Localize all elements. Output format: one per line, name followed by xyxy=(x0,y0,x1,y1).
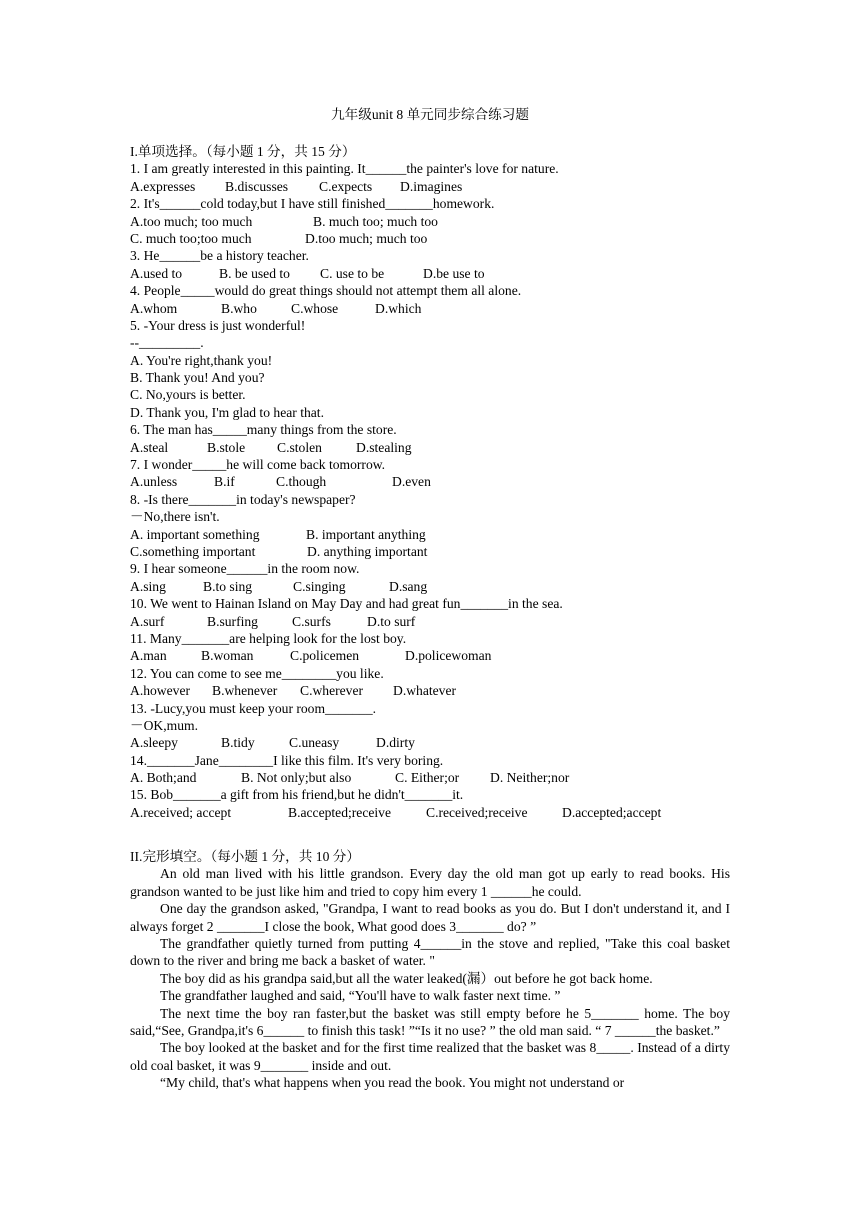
option-row xyxy=(130,386,730,403)
answer-option: B.woman xyxy=(201,648,254,664)
answer-option: D.dirty xyxy=(376,735,415,751)
answer-option: D.even xyxy=(392,474,431,490)
option-row xyxy=(130,734,730,751)
answer-option: B. important anything xyxy=(306,526,426,542)
question-dialogue-line: －OK,mum. xyxy=(130,717,198,733)
option-row xyxy=(130,543,730,560)
passage-paragraph: The grandfather quietly turned from putting 4______in the stove and replied, "Take this coal basket down to the river and bring me back a basket of water. " xyxy=(130,936,730,969)
answer-option: D.sang xyxy=(389,578,428,594)
answer-option: C. use to be xyxy=(320,265,385,281)
answer-option: B. be used to xyxy=(219,265,290,281)
answer-option: B. Thank you! And you? xyxy=(130,370,265,386)
answer-option: A. important something xyxy=(130,526,260,542)
answer-option: A.however xyxy=(130,683,191,699)
answer-option: A.surf xyxy=(130,613,165,629)
question-stem: 9. I hear someone______in the room now. xyxy=(130,561,360,577)
option-row xyxy=(130,352,730,369)
option-row xyxy=(130,473,730,490)
answer-option: A.received; accept xyxy=(130,804,232,820)
answer-option: C.policemen xyxy=(290,648,360,664)
answer-option: A. Both;and xyxy=(130,770,197,786)
option-row xyxy=(130,526,730,543)
option-row xyxy=(130,769,730,786)
option-row xyxy=(130,369,730,386)
answer-option: C.surfs xyxy=(292,613,331,629)
answer-option: C. No,yours is better. xyxy=(130,387,246,403)
passage-paragraph: The next time the boy ran faster,but the basket was still empty before he 5_______ home. The boy said,“See, Grandpa,it's 6______ to finish this task! ”“Is it no use? ” the old man said. “ 7 ______the basket.” xyxy=(130,1005,730,1039)
question-stem: 14._______Jane________I like this film. It's very boring. xyxy=(130,752,444,768)
question-stem: 13. -Lucy,you must keep your room_______. xyxy=(130,700,377,716)
answer-option: B.who xyxy=(221,300,257,316)
passage-paragraph: The boy looked at the basket and for the first time realized that the basket was 8_____. Instead of a dirty old coal basket, it was 9_______ inside and out. xyxy=(130,1040,730,1073)
answer-option: B. much too; much too xyxy=(313,213,438,229)
question-stem: 10. We went to Hainan Island on May Day and had great fun_______in the sea. xyxy=(130,596,563,612)
passage-paragraph: “My child, that's what happens when you read the book. You might not understand or xyxy=(160,1075,625,1091)
answer-option: D.be use to xyxy=(423,265,485,281)
answer-option: C.uneasy xyxy=(289,735,340,751)
section-cloze xyxy=(130,848,730,1092)
answer-option: D.to surf xyxy=(367,613,416,629)
answer-option: B.surfing xyxy=(207,613,258,629)
answer-option: D.which xyxy=(375,300,422,316)
answer-option: A.sing xyxy=(130,578,166,594)
answer-option: D.whatever xyxy=(393,683,457,699)
question-stem: 11. Many_______are helping look for the lost boy. xyxy=(130,630,407,646)
answer-option: D.too much; much too xyxy=(305,230,428,246)
question-stem: 2. It's______cold today,but I have still finished_______homework. xyxy=(130,196,495,212)
answer-option: A.expresses xyxy=(130,178,196,194)
answer-option: A. You're right,thank you! xyxy=(130,352,273,368)
passage-paragraph: The boy did as his grandpa said,but all the water leaked(漏）out before he got back home. xyxy=(160,970,653,986)
answer-option: B.accepted;receive xyxy=(288,804,392,820)
answer-option: B.tidy xyxy=(221,735,255,751)
answer-option: B.if xyxy=(214,474,235,490)
answer-option: C.stolen xyxy=(277,439,322,455)
answer-option: B.whenever xyxy=(212,683,278,699)
question-stem: 12. You can come to see me________you like. xyxy=(130,665,384,681)
answer-option: D.policewoman xyxy=(405,648,492,664)
option-row xyxy=(130,804,730,821)
answer-option: A.too much; too much xyxy=(130,213,253,229)
option-row xyxy=(130,647,730,664)
question-stem: 4. People_____would do great things should not attempt them all alone. xyxy=(130,283,522,299)
answer-option: A.unless xyxy=(130,474,178,490)
option-row xyxy=(130,682,730,699)
option-row xyxy=(130,178,730,195)
question-stem: 5. -Your dress is just wonderful! xyxy=(130,317,306,333)
answer-option: D.imagines xyxy=(400,178,463,194)
question-stem: 3. He______be a history teacher. xyxy=(130,248,309,264)
option-row xyxy=(130,578,730,595)
option-row xyxy=(130,265,730,282)
answer-option: C. much too;too much xyxy=(130,230,252,246)
answer-option: B. Not only;but also xyxy=(241,770,352,786)
answer-option: C.something important xyxy=(130,543,256,559)
passage-paragraph: An old man lived with his little grandson. Every day the old man got up early to read books. His grandson wanted to be just like him and tried to copy him every 1 ______he could. xyxy=(130,866,730,899)
answer-option: A.steal xyxy=(130,439,169,455)
answer-option: A.sleepy xyxy=(130,735,178,751)
option-row xyxy=(130,300,730,317)
question-stem: 8. -Is there_______in today's newspaper? xyxy=(130,491,356,507)
answer-option: B.discusses xyxy=(225,178,289,194)
answer-option: A.man xyxy=(130,648,167,664)
question-stem: 6. The man has_____many things from the store. xyxy=(130,422,397,438)
answer-option: B.to sing xyxy=(203,578,253,594)
section-heading: II.完形填空。（每小题 1 分，共 10 分） xyxy=(130,849,360,864)
passage-paragraph: One day the grandson asked, "Grandpa, I want to read books as you do. But I don't understand it, and I always forget 2 _______I close the book, What good does 3_______ do? ” xyxy=(130,901,730,934)
answer-option: C.wherever xyxy=(300,683,364,699)
section-heading: I.单项选择。（每小题 1 分，共 15 分） xyxy=(130,144,356,159)
answer-option: D.accepted;accept xyxy=(562,804,662,820)
answer-option: B.stole xyxy=(207,439,246,455)
document-title: 九年级unit 8 单元同步综合练习题 xyxy=(331,107,529,122)
option-row xyxy=(130,613,730,630)
option-row xyxy=(130,230,730,247)
question-stem: 15. Bob_______a gift from his friend,but he didn't_______it. xyxy=(130,787,464,803)
answer-option: A.whom xyxy=(130,300,178,316)
answer-option: C.received;receive xyxy=(426,804,528,820)
option-row xyxy=(130,404,730,421)
question-stem: 1. I am greatly interested in this painting. It______the painter's love for nature. xyxy=(130,161,559,177)
answer-option: C.singing xyxy=(293,578,346,594)
answer-option: D. anything important xyxy=(307,543,428,559)
answer-option: D.stealing xyxy=(356,439,412,455)
answer-option: C.expects xyxy=(319,178,373,194)
passage-paragraph: The grandfather laughed and said, “You'll have to walk faster next time. ” xyxy=(160,988,561,1004)
question-dialogue-line: －No,there isn't. xyxy=(130,509,220,525)
question-stem: 7. I wonder_____he will come back tomorrow. xyxy=(130,457,386,473)
answer-option: D. Neither;nor xyxy=(490,770,570,786)
answer-option: D. Thank you, I'm glad to hear that. xyxy=(130,404,324,420)
answer-option: A.used to xyxy=(130,265,183,281)
question-dialogue-line: --_________. xyxy=(130,335,204,351)
answer-option: C. Either;or xyxy=(395,770,460,786)
option-row xyxy=(130,213,730,230)
option-row xyxy=(130,439,730,456)
section-multiple-choice xyxy=(130,143,730,821)
answer-option: C.whose xyxy=(291,300,339,316)
answer-option: C.though xyxy=(276,474,327,490)
